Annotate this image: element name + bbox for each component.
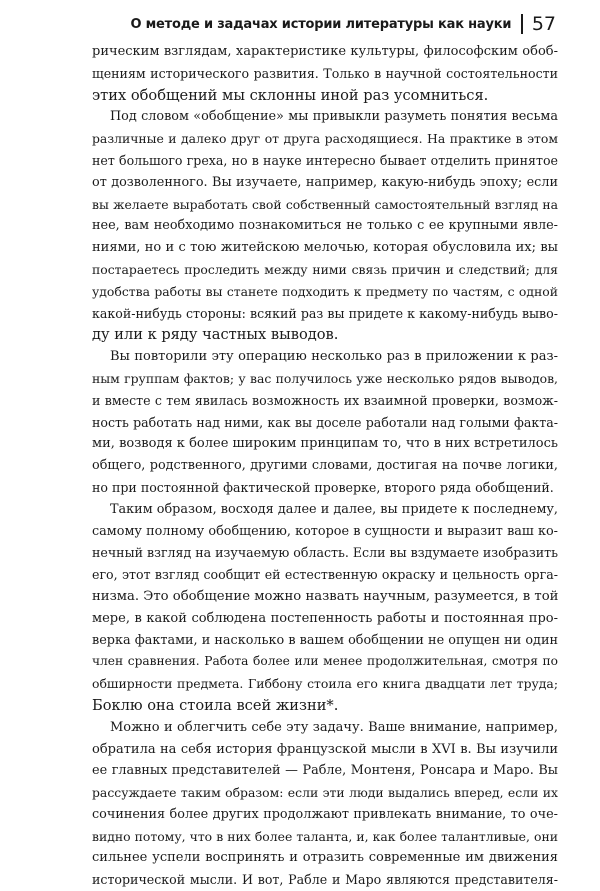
text-line: член сравнения. Работа более или менее продолжительная, смотря по [92, 654, 558, 669]
text-line: ным группам фактов; у вас получилось уже несколько рядов выводов, [92, 370, 558, 386]
text-line: ду или к ряду частных выводов. [92, 326, 339, 344]
text-line: Таким образом, восходя далее и далее, вы придете к последнему, [110, 501, 558, 517]
text-line: нечный взгляд на изучаемую область. Если вы вздумаете изобразить [92, 545, 558, 561]
text-line: низма. Это обобщение можно назвать научным, разумеется, в той [92, 588, 559, 604]
paragraph [92, 41, 558, 106]
text-line: сильнее успели воспринять и отразить современные им движения [92, 850, 558, 866]
text-line: щениям исторического развития. Только в научной состоятельности [92, 65, 558, 81]
header-separator [521, 14, 523, 34]
text-line: вы желаете выработать свой собственный самостоятельный взгляд на [92, 196, 558, 212]
text-line: его, этот взгляд сообщит ей естественную окраску и цельность орга- [92, 567, 558, 583]
text-line: от дозволенного. Вы изучаете, например, какую-нибудь эпоху; если [92, 174, 558, 190]
paragraph [92, 717, 558, 891]
text-line: Боклю она стоила всей жизни*. [92, 696, 339, 714]
text-line: сочинения более других продолжают привлекать внимание, то оче- [92, 806, 558, 822]
text-line: Можно и облегчить себе эту задачу. Ваше внимание, например, [110, 719, 558, 735]
running-title: О методе и задачах истории литературы как науки [130, 16, 512, 32]
paragraph [92, 106, 558, 346]
body-text [92, 41, 558, 891]
paragraph [92, 499, 558, 717]
text-line: мере, в какой соблюдена постепенность работы и постоянная про- [92, 610, 558, 626]
text-line: ее главных представителей — Рабле, Монтеня, Ронсара и Маро. Вы [92, 763, 558, 779]
text-line: обратила на себя история французской мысли в XVI в. Вы изучили [92, 741, 558, 757]
text-line: различные и далеко друг от друга расходящиеся. На практике в этом [92, 131, 558, 147]
text-line: самому полному обобщению, которое в сущности и выразит ваш ко- [92, 523, 558, 539]
text-line: обширности предмета. Гиббону стоила его книга двадцати лет труда; [92, 676, 558, 692]
paragraph [92, 346, 558, 499]
text-line: нее, вам необходимо познакомиться не только с ее крупными явле- [92, 218, 558, 234]
text-line: исторической мысли. И вот, Рабле и Маро являются представителя- [92, 872, 558, 888]
text-line: ниями, но и с тою житейскою мелочью, которая обусловила их; вы [92, 240, 558, 256]
text-line: и вместе с тем явилась возможность их взаимной проверки, возмож- [92, 392, 558, 408]
text-line: удобства работы вы станете подходить к предмету по частям, с одной [92, 283, 558, 299]
text-line: нет большого греха, но в науке интересно бывает отделить принятое [92, 152, 558, 168]
text-line: видно потому, что в них более таланта, и, как более талантливые, они [92, 828, 558, 844]
text-line: но при постоянной фактической проверке, второго ряда обобщений. [92, 479, 554, 495]
text-line: общего, родственного, другими словами, достигая на почве логики, [92, 458, 558, 474]
text-line: какой-нибудь стороны: всякий раз вы придете к какому-нибудь выво- [92, 305, 558, 321]
text-line: рассуждаете таким образом: если эти люди выдались вперед, если их [92, 785, 558, 801]
text-line: ность работать над ними, как вы доселе работали над голыми факта- [92, 414, 558, 430]
page-number: 57 [531, 13, 556, 35]
text-line: этих обобщений мы склонны иной раз усомниться. [92, 86, 489, 104]
text-line: постараетесь проследить между ними связь причин и следствий; для [92, 261, 558, 277]
text-line: верка фактами, и насколько в вашем обобщении не опущен ни один [92, 632, 558, 648]
page-header [92, 13, 556, 35]
text-line: Под словом «обобщение» мы привыкли разуметь понятия весьма [110, 109, 558, 125]
text-line: рическим взглядам, характеристике культуры, философским обоб- [92, 44, 558, 59]
text-line: Вы повторили эту операцию несколько раз в приложении к раз- [110, 349, 558, 365]
text-line: ми, возводя к более широким принципам то, что в них встретилось [92, 436, 558, 452]
